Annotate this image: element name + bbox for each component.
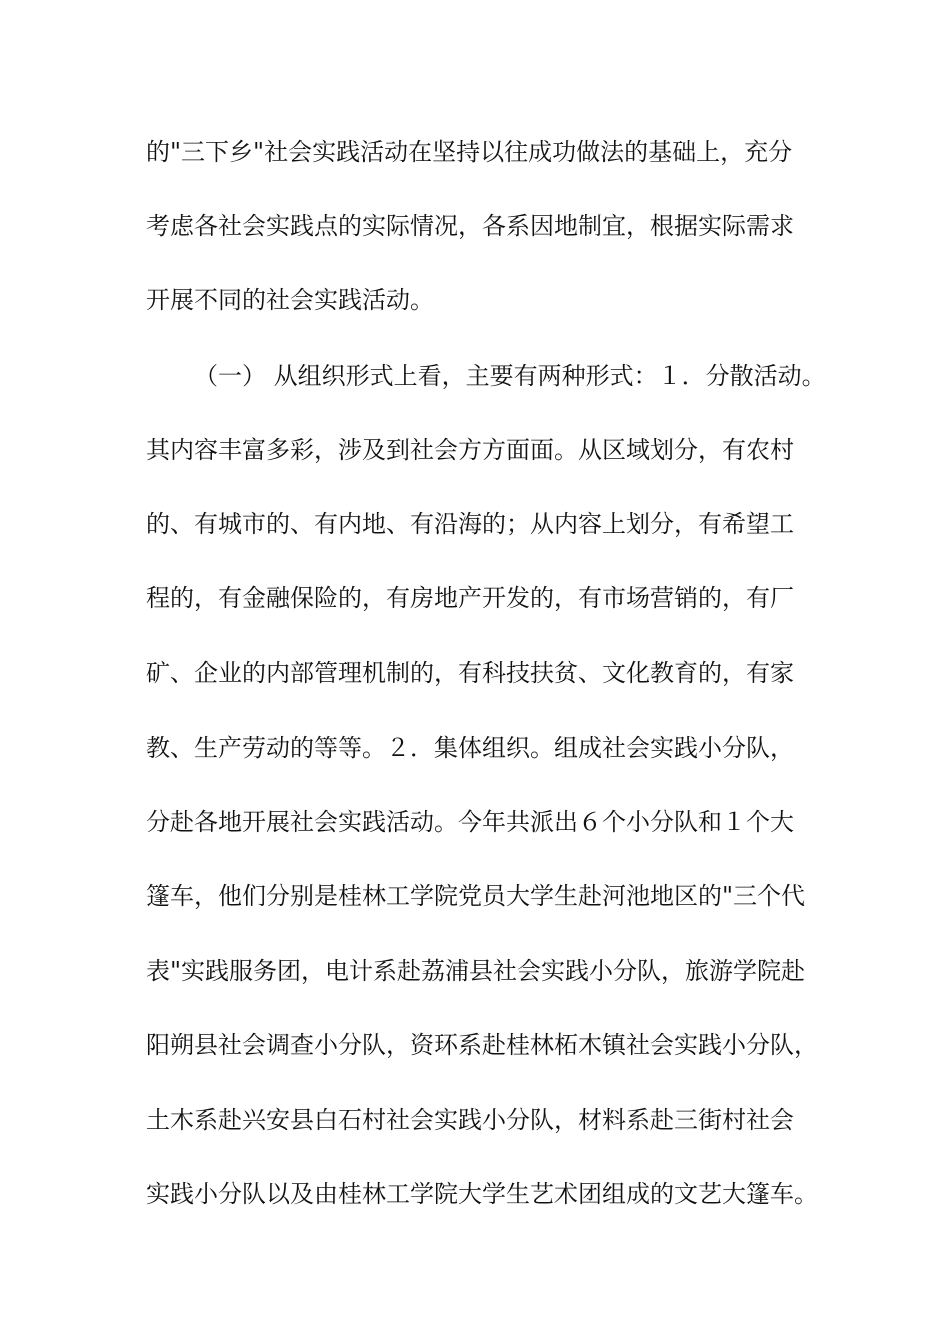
text-line: 考虑各社会实践点的实际情况，各系因地制宜，根据实际需求 xyxy=(146,212,794,240)
text-line: 实践小分队以及由桂林工学院大学生艺术团组成的文艺大篷车。 xyxy=(146,1180,818,1208)
text-line: 其内容丰富多彩，涉及到社会方方面面。从区域划分，有农村 xyxy=(146,436,794,464)
text-line: 矿、企业的内部管理机制的，有科技扶贫、文化教育的，有家 xyxy=(146,659,794,687)
text-line: 教、生产劳动的等等。２．集体组织。组成社会实践小分队， xyxy=(146,734,794,762)
text-line: 表"实践服务团，电计系赴荔浦县社会实践小分队，旅游学院赴 xyxy=(146,957,806,985)
text-line: （一） 从组织形式上看，主要有两种形式：１．分散活动。 xyxy=(194,362,826,390)
text-line: 篷车，他们分别是桂林工学院党员大学生赴河池地区的"三个代 xyxy=(146,882,806,910)
text-line: 的"三下乡"社会实践活动在坚持以往成功做法的基础上，充分 xyxy=(146,138,793,166)
text-line: 阳朔县社会调查小分队，资环系赴桂林柘木镇社会实践小分队， xyxy=(146,1031,818,1059)
text-line: 程的，有金融保险的，有房地产开发的，有市场营销的，有厂 xyxy=(146,584,794,612)
text-line: 的、有城市的、有内地、有沿海的；从内容上划分，有希望工 xyxy=(146,510,794,538)
text-line: 土木系赴兴安县白石村社会实践小分队，材料系赴三街村社会 xyxy=(146,1106,794,1134)
text-line: 分赴各地开展社会实践活动。今年共派出６个小分队和１个大 xyxy=(146,808,794,836)
text-line: 开展不同的社会实践活动。 xyxy=(146,286,434,314)
